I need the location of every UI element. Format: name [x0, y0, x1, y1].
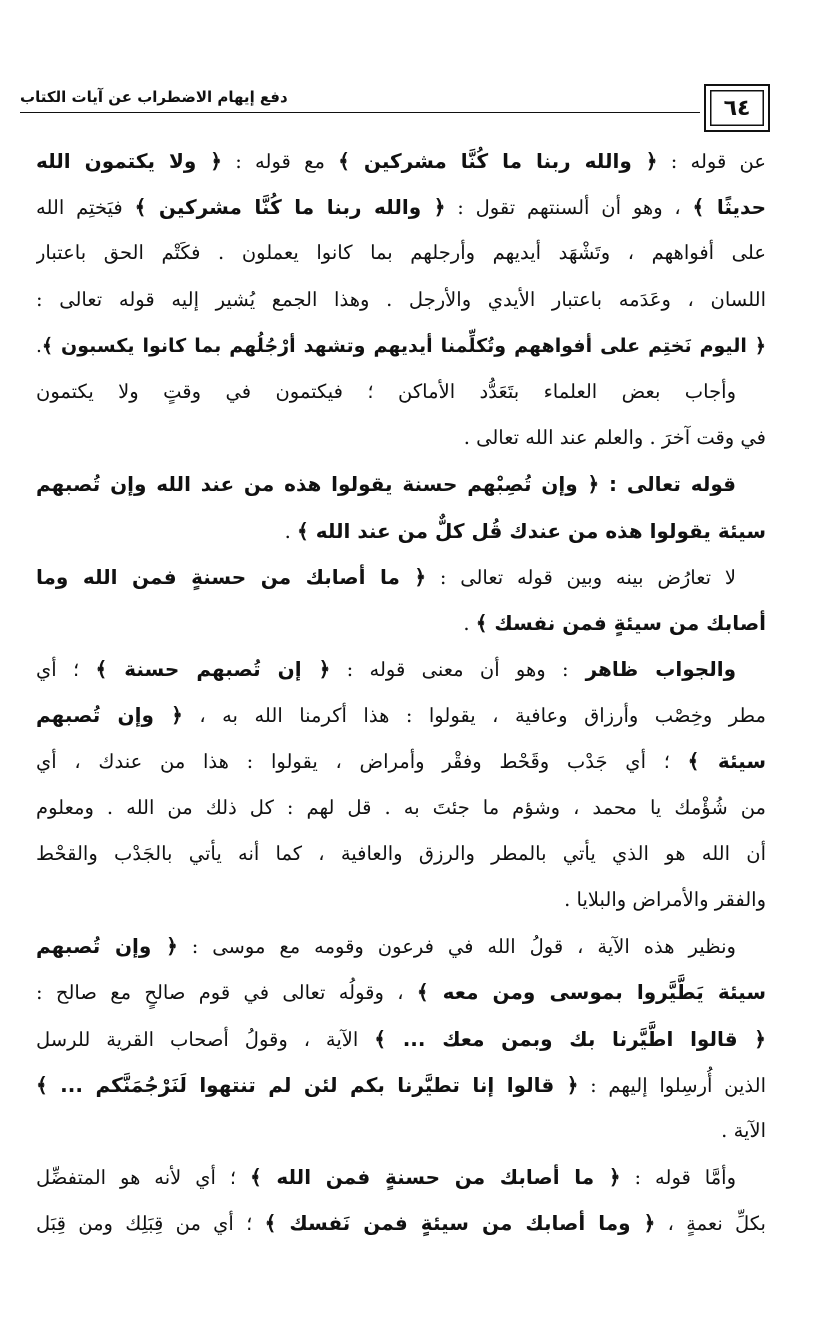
- quran-quote: ﴿ وإن تُصبهم: [36, 934, 178, 959]
- text-line: [36, 323, 766, 369]
- text-run: من شُؤْمك يا محمد ، وشؤم ما جئتَ به . قل لهم : كل ذلك من الله . ومعلوم: [36, 795, 766, 819]
- text-line: [36, 1062, 766, 1108]
- quran-quote: ﴿ وما أصابك من سيئةٍ فمن نَفسك ﴾: [264, 1211, 656, 1236]
- text-line: [36, 785, 766, 831]
- text-line: [36, 646, 766, 692]
- quran-quote: ﴿ وإن تُصِبْهم حسنة يقولوا هذه من عند الله وإن تُصبهم: [36, 472, 600, 497]
- text-run: : وهو أن معنى قوله :: [330, 658, 569, 682]
- text-run: على أفواههم ، وتَشْهَد أيديهم وأرجلهم بما كانوا يعملون . فكَتْم الحق باعتبار: [36, 241, 766, 265]
- text-run: اللسان ، وعَدَمه باعتبار الأيدي والأرجل . وهذا الجمع يُشير إليه قوله تعالى :: [36, 287, 766, 311]
- text-run: عن قوله :: [657, 150, 766, 173]
- text-run: أن الله هو الذي يأتي بالمطر والرزق والعافية ، كما أنه يأتي بالجَدْب والقحْط: [36, 841, 766, 865]
- bold-lead: قوله تعالى :: [599, 472, 736, 497]
- text-run: في وقت آخرَ . والعلم عند الله تعالى .: [463, 426, 766, 450]
- text-run: ونظير هذه الآية ، قولُ الله في فرعون وقومه مع موسى :: [177, 935, 736, 959]
- text-run: لا تعارُض بينه وبين قوله تعالى :: [426, 565, 736, 589]
- body-text: [36, 138, 766, 1247]
- text-line: [36, 369, 766, 415]
- quran-quote: ﴿ ما أصابك من حسنةٍ فمن الله وما: [36, 564, 427, 589]
- quran-quote: سيئة يقولوا هذه من عندك قُل كلٌّ من عند الله ﴾: [297, 518, 766, 543]
- text-line: [36, 554, 766, 600]
- text-run: مع قوله :: [222, 150, 339, 173]
- text-run: الآية .: [721, 1118, 766, 1142]
- text-line: [36, 831, 766, 877]
- text-line: [36, 1016, 766, 1062]
- text-run: ؛ أي لأنه هو المتفضِّل: [36, 1166, 250, 1190]
- text-run: .: [463, 611, 476, 635]
- text-line: [36, 969, 766, 1015]
- text-run: وأجاب بعض العلماء بتَعَدُّد الأماكن ؛ فيكتمون في وقتٍ ولا يكتمون: [36, 379, 736, 403]
- quran-quote: ﴿ ما أصابك من حسنةٍ فمن الله ﴾: [249, 1165, 621, 1190]
- text-line: [36, 738, 766, 784]
- quran-quote: ﴿ وإن تُصبهم: [36, 703, 183, 728]
- text-run: فيَختِم الله: [36, 196, 135, 220]
- quran-quote: أصابك من سيئةٍ فمن نفسك ﴾: [475, 610, 766, 635]
- text-run: .: [36, 335, 42, 357]
- text-line: [36, 415, 766, 461]
- text-run: بكلِّ نعمةٍ ،: [655, 1212, 766, 1236]
- text-line: [36, 461, 766, 507]
- quran-quote: سيئة يَطَّيَّروا بموسى ومن معه ﴾: [416, 980, 766, 1005]
- text-line: [36, 1200, 766, 1246]
- running-header: [20, 76, 700, 113]
- page-number-box: [704, 84, 770, 132]
- text-run: الذين أُرسِلوا إليهم :: [578, 1073, 766, 1097]
- text-line: [36, 277, 766, 323]
- text-run: ؛ أي من قِبَلِك ومن قِبَل: [36, 1212, 265, 1236]
- text-line: [36, 692, 766, 738]
- text-line: [36, 1108, 766, 1154]
- text-line: [36, 230, 766, 276]
- text-run: ، وهو أن ألسنتهم تقول :: [445, 196, 693, 220]
- text-line: [36, 138, 766, 184]
- text-line: [36, 600, 766, 646]
- text-run: .: [284, 519, 298, 543]
- quran-quote: ﴿ والله ربنا ما كُنَّا مشركين ﴾: [134, 195, 446, 220]
- quran-quote: ﴿ قالوا إنا تطيَّرنا بكم لئن لم تنتهوا لَنَرْجُمَنَّكم ... ﴾: [36, 1072, 579, 1097]
- text-run: الآية ، وقولُ أصحاب القرية للرسل: [36, 1027, 375, 1051]
- text-line: [36, 877, 766, 923]
- running-title: دفع إيهام الاضطراب عن آيات الكتاب: [20, 88, 288, 106]
- page-number: ٦٤: [723, 95, 751, 121]
- text-run: مطر وخِصْب وأرزاق وعافية ، يقولوا : هذا أكرمنا الله به ،: [182, 704, 766, 728]
- quran-quote: ﴿ قالوا اطَّيَّرنا بك وبمن معك ... ﴾: [374, 1026, 766, 1051]
- quran-quote: ﴿ والله ربنا ما كُنَّا مشركين ﴾: [338, 149, 658, 173]
- text-run: ؛ أي جَدْب وقَحْط وفقْر وأمراض ، يقولوا : هذا من عندك ، أي: [36, 750, 688, 774]
- text-run: والفقر والأمراض والبلايا .: [564, 888, 766, 911]
- quran-quote: ﴿ إن تُصبهم حسنة ﴾: [95, 657, 331, 682]
- quran-quote: حديثًا ﴾: [692, 195, 766, 220]
- text-run: ، وقولُه تعالى في قوم صالحٍ مع صالح :: [36, 981, 417, 1005]
- text-run: ؛ أي: [36, 658, 96, 682]
- quran-quote: ﴿ اليوم نَختِم على أفواههم وتُكلِّمنا أيديهم وتشهد أرْجُلُهم بما كانوا يكسبون ﴾: [41, 334, 766, 357]
- text-line: [36, 184, 766, 230]
- text-run: وأمَّا قوله :: [620, 1166, 736, 1190]
- bold-lead: والجواب ظاهر: [568, 657, 737, 682]
- text-line: [36, 1154, 766, 1200]
- text-line: [36, 508, 766, 554]
- text-line: [36, 923, 766, 969]
- quran-quote: سيئة ﴾: [687, 749, 766, 774]
- quran-quote: ﴿ ولا يكتمون الله: [36, 149, 223, 173]
